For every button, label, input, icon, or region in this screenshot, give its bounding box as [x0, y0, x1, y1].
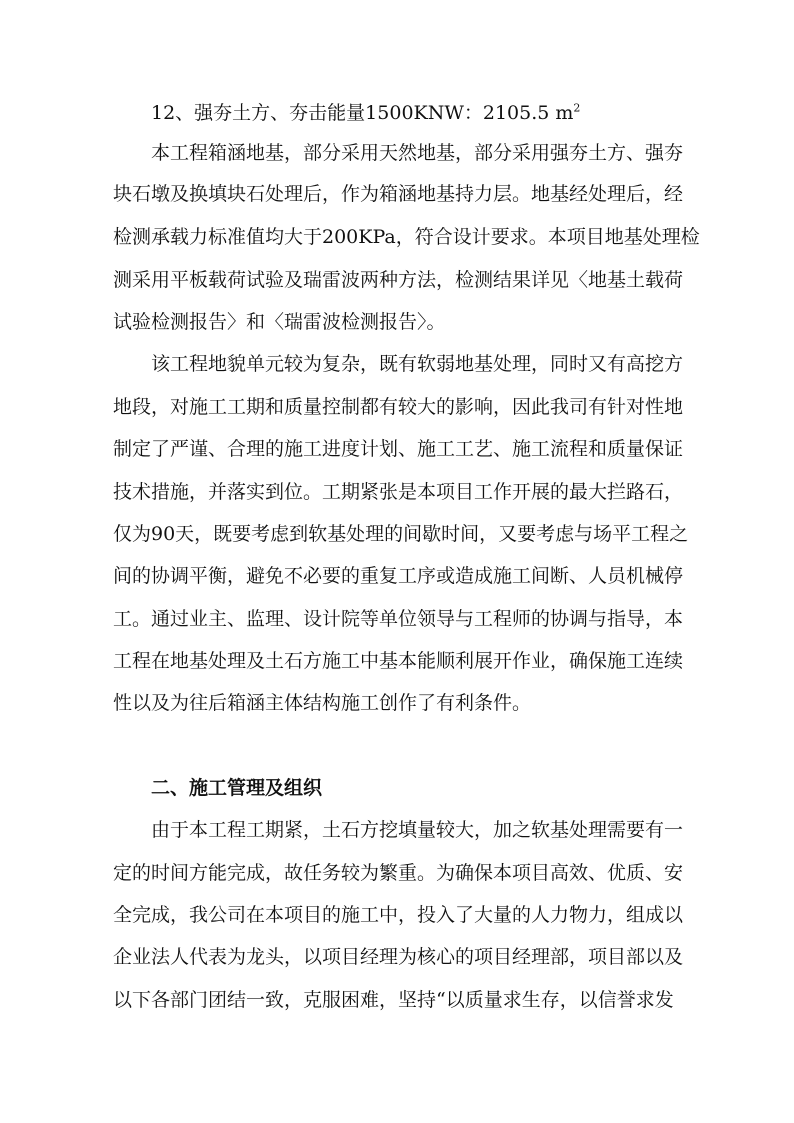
section-heading: 二、施工管理及组织: [151, 777, 323, 799]
para2-line: 间的协调平衡，避免不必要的重复工序或造成施工间断、人员机械停: [113, 565, 684, 587]
para2-line: 工程在地基处理及土石方施工中基本能顺利展开作业，确保施工连续: [113, 650, 684, 672]
para1-line: 块石墩及换填块石处理后，作为箱涵地基持力层。地基经处理后，经: [113, 183, 684, 205]
item-12-superscript: 2: [573, 101, 581, 115]
para2-line: 性以及为往后箱涵主体结构施工创作了有利条件。: [113, 692, 532, 714]
para1-line: 试验检测报告〉和〈瑞雷波检测报告〉。: [113, 311, 446, 333]
para3-line: 企业法人代表为龙头，以项目经理为核心的项目经理部，项目部以及: [113, 946, 684, 968]
para3-line: 由于本工程工期紧，土石方挖填量较大，加之软基处理需要有一: [151, 819, 684, 841]
para2-line: 制定了严谨、合理的施工进度计划、施工工艺、施工流程和质量保证: [113, 438, 684, 460]
para2-line: 技术措施，并落实到位。工期紧张是本项目工作开展的最大拦路石，: [113, 481, 684, 503]
para3-line: 以下各部门团结一致，克服困难，坚持“以质量求生存，以信誉求发: [113, 989, 674, 1011]
para2-line: 工。通过业主、监理、设计院等单位领导与工程师的协调与指导，本: [113, 608, 684, 630]
para1-line: 本工程箱涵地基，部分采用天然地基，部分采用强夯土方、强夯: [151, 142, 684, 164]
para1-line: 检测承载力标准值均大于200KPa，符合设计要求。本项目地基处理检: [113, 226, 700, 248]
para3-line: 定的时间方能完成，故任务较为繁重。为确保本项目高效、优质、安: [113, 862, 684, 884]
item-12-text: 12、强夯土方、夯击能量1500KNW：2105.5 m: [151, 102, 574, 124]
para2-line: 仅为90天，既要考虑到软基处理的间歇时间，又要考虑与场平工程之: [113, 523, 689, 545]
para1-line: 测采用平板载荷试验及瑞雷波两种方法，检测结果详见〈地基土载荷: [113, 269, 684, 291]
para2-line: 该工程地貌单元较为复杂，既有软弱地基处理，同时又有高挖方: [151, 353, 684, 375]
para2-line: 地段，对施工工期和质量控制都有较大的影响，因此我司有针对性地: [113, 396, 684, 418]
item-12-line: [151, 101, 580, 125]
para3-line: 全完成，我公司在本项目的施工中，投入了大量的人力物力，组成以: [113, 904, 684, 926]
